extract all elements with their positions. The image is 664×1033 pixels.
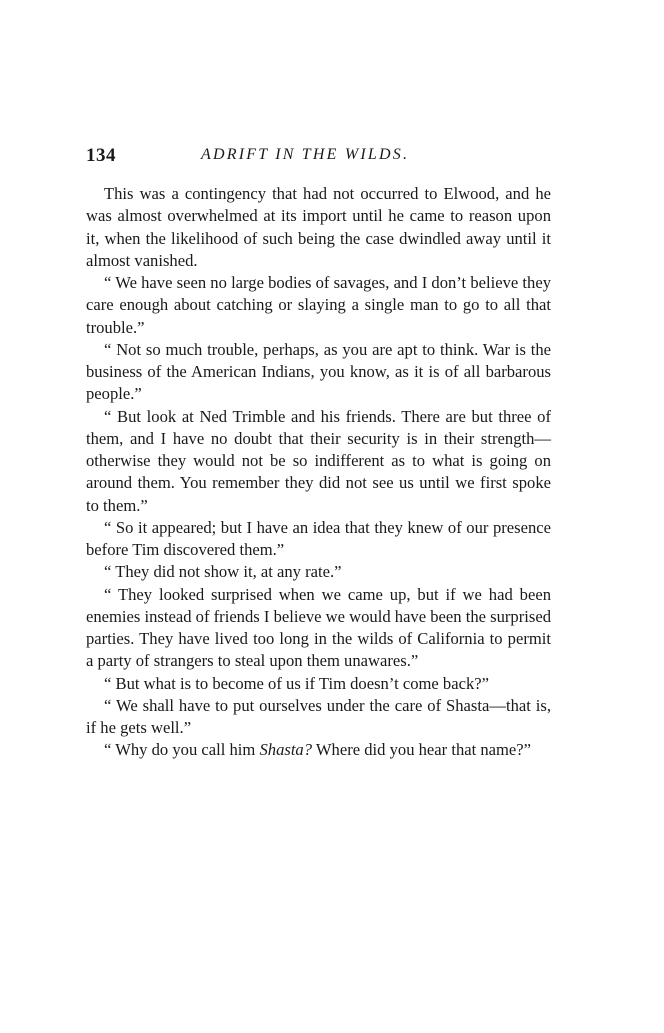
paragraph: “ So it appeared; but I have an idea that they knew of our presence before Tim discovered them.” [86, 517, 551, 559]
paragraph: “ We shall have to put ourselves under the care of Shasta—that is, if he gets well.” [86, 695, 551, 737]
body-text [86, 183, 551, 762]
paragraph: “ But look at Ned Trimble and his friends. There are but three of them, and I have no doubt that their security is in their strength—otherwise they would not be so indifferent as to what is going on around them. You remember they did not see us until we first spoke to them.” [86, 406, 551, 515]
paragraph: This was a contingency that had not occurred to Elwood, and he was almost overwhelmed at its import until he came to reason upon it, when the likelihood of such being the case dwindled away until it almost vanished. [86, 184, 551, 270]
running-head [86, 145, 556, 171]
paragraph-text: “ Why do you call him [104, 740, 260, 760]
paragraph: “ Not so much trouble, perhaps, as you are apt to think. War is the business of the American Indians, you know, as it is of all barbarous people.” [86, 339, 551, 404]
paragraph-text: Where did you hear that name?” [312, 740, 532, 760]
paragraph: “ They looked surprised when we came up, but if we had been enemies instead of friends I believe we would have been the surprised parties. They have lived too long in the wilds of California to permit a party of strangers to steal upon them unawares.” [86, 584, 551, 671]
paragraph: “ We have seen no large bodies of savages, and I don’t believe they care enough about catching or slaying a single man to go to all that trouble.” [86, 273, 551, 337]
paragraph: “ They did not show it, at any rate.” [104, 562, 342, 582]
italic-name: Shasta? [259, 740, 313, 760]
page-number: 134 [86, 145, 116, 166]
running-title: ADRIFT IN THE WILDS. [201, 146, 410, 163]
paragraph [86, 739, 551, 761]
paragraph: “ But what is to become of us if Tim doesn’t come back?” [104, 673, 489, 693]
